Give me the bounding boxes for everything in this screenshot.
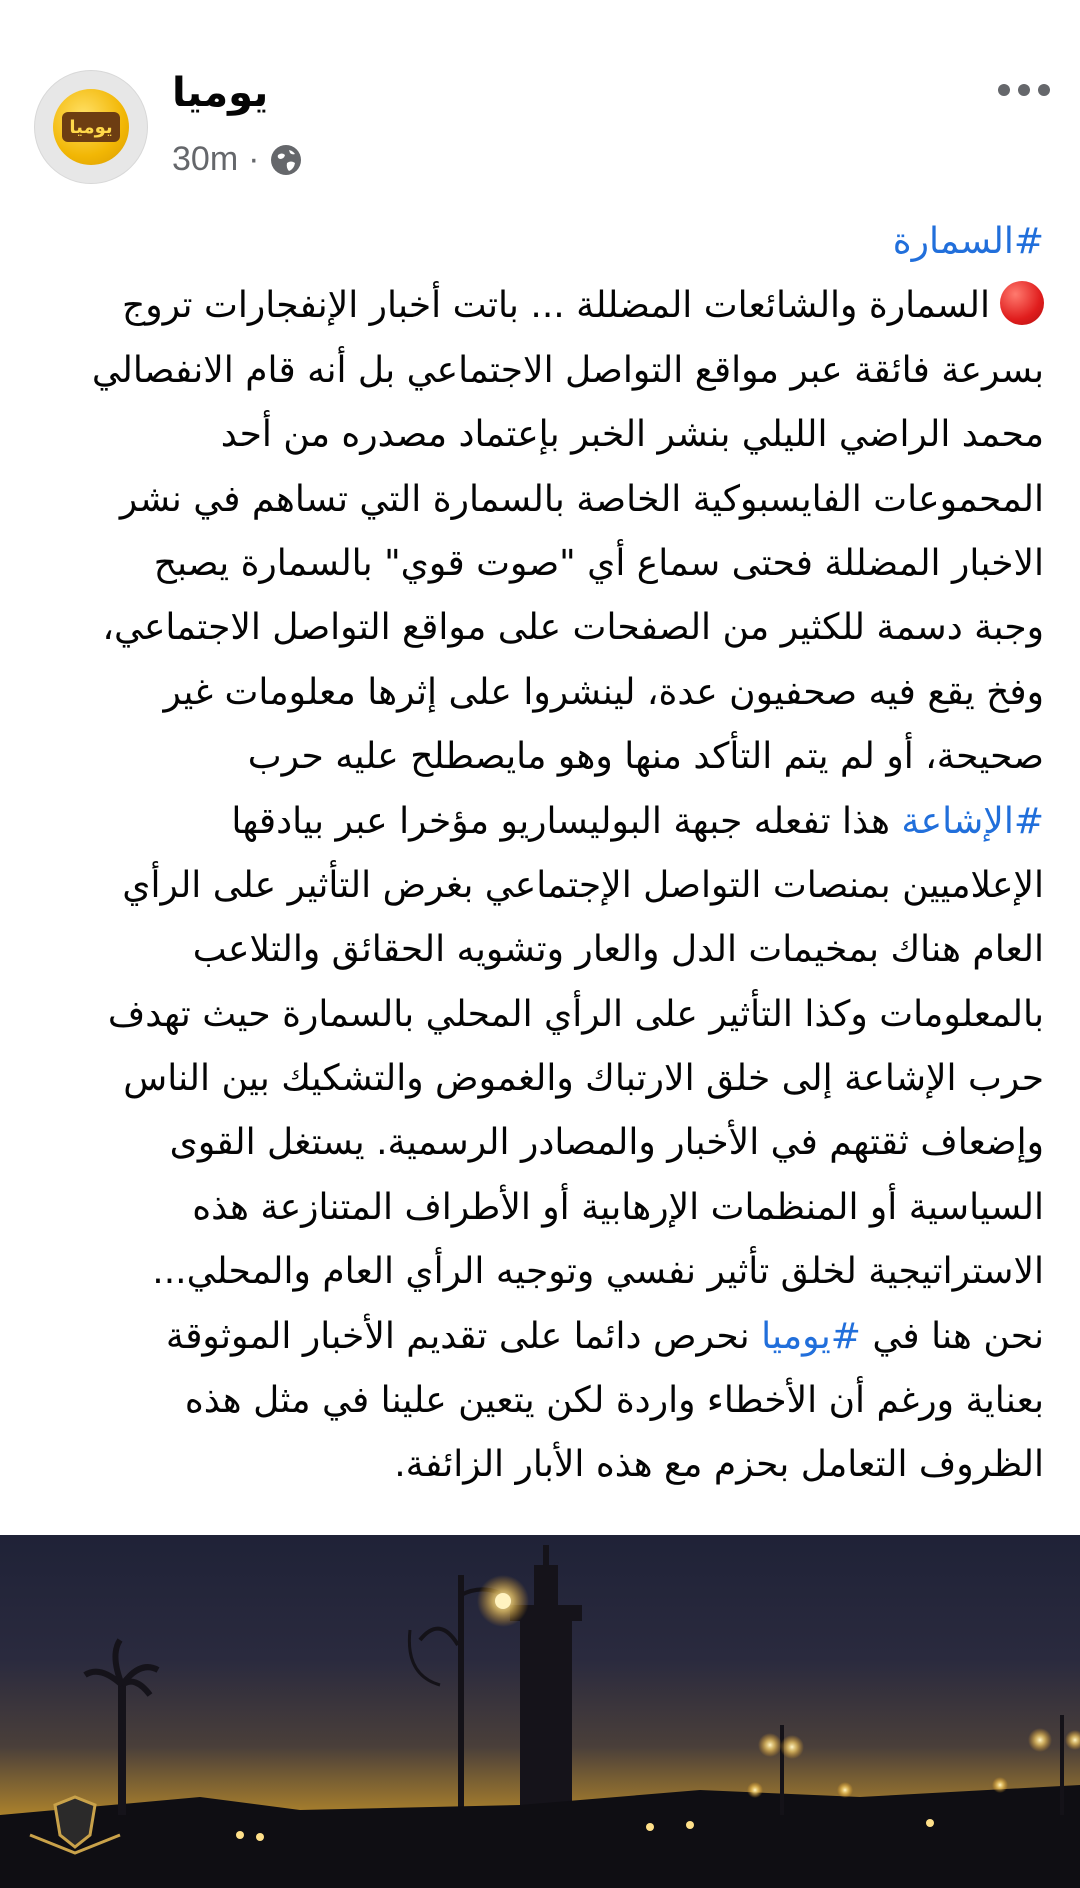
page-logo [53,89,129,165]
post-line-text: نحن هنا في [860,1315,1044,1357]
post-line [28,274,1044,338]
post-line: المحموعات الفايسبوكية الخاصة بالسمارة التي تساهم في نشر [119,478,1044,520]
post-line: محمد الراضي الليلي بنشر الخبر بإعتماد مصدره من أحد [220,414,1044,456]
post-line: السياسية أو المنظمات الإرهابية أو الأطراف المتنازعة هذه [192,1186,1044,1228]
hashtag-link[interactable]: #يوميا [761,1315,861,1357]
post-line-text: السمارة والشائعات المضللة ... باتت أخبار الإنفجارات تروج [122,285,990,327]
globe-icon[interactable] [269,143,303,177]
post-line: الظروف التعامل بحزم مع هذه الأبار الزائفة. [394,1444,1044,1486]
hashtag-link[interactable]: #السمارة [892,221,1044,262]
post-line [28,790,1044,854]
page-logo-text: يوميا [62,112,120,142]
post-line: الإعلاميين بمنصات التواصل الإجتماعي بغرض التأثير على الرأي [122,864,1044,906]
more-horizontal-icon[interactable] [998,80,1050,100]
page-name[interactable]: يوميا [172,70,269,116]
post-line-text: هذا تفعله جبهة البوليساريو مؤخرا عبر بيادقها [231,800,902,842]
red-circle-icon [1000,281,1044,325]
post-time[interactable]: 30m [172,140,239,178]
post-line: بعناية ورغم أن الأخطاء واردة لكن يتعين علينا في مثل هذه [184,1380,1044,1422]
post-line [28,1305,1044,1369]
post-line: وفخ يقع فيه صحفيون عدة، لينشروا على إثرها معلومات غير [163,671,1044,713]
post-line-text: نحرص دائما على تقديم الأخبار الموثوقة [165,1315,762,1357]
night-skyline-image [0,1535,1080,1888]
post-line: وإضعاف ثقتهم في الأخبار والمصادر الرسمية. يستغل القوى [169,1122,1044,1164]
meta-separator: · [248,140,260,178]
post-line: بسرعة فائقة عبر مواقع التواصل الاجتماعي بل أنه قام الانفصالي [91,349,1044,391]
post-header [0,0,1080,200]
post-meta [172,140,303,179]
post-body [28,210,1044,1498]
post-line: الاخبار المضللة فحتى سماع أي "صوت قوي" بالسمارة يصبح [153,542,1044,584]
post-line: حرب الإشاعة إلى خلق الارتباك والغموض والتشكيك بين الناس [123,1058,1044,1100]
page-avatar[interactable] [34,70,148,184]
post-line: العام هناك بمخيمات الدل والعار وتشويه الحقائق والتلاعب [192,929,1044,971]
post-photo[interactable] [0,1535,1080,1888]
post-line: صحيحة، أو لم يتم التأكد منها وهو مايصطلح عليه حرب [247,736,1044,778]
post-line: الاستراتيجية لخلق تأثير نفسي وتوجيه الرأي العام والمحلي... [152,1251,1044,1293]
post-line: وجبة دسمة للكثير من الصفحات على مواقع التواصل الاجتماعي، [102,607,1044,649]
hashtag-link[interactable]: #الإشاعة [901,800,1044,842]
post-line: بالمعلومات وكذا التأثير على الرأي المحلي بالسمارة حيث تهدف [107,993,1044,1035]
